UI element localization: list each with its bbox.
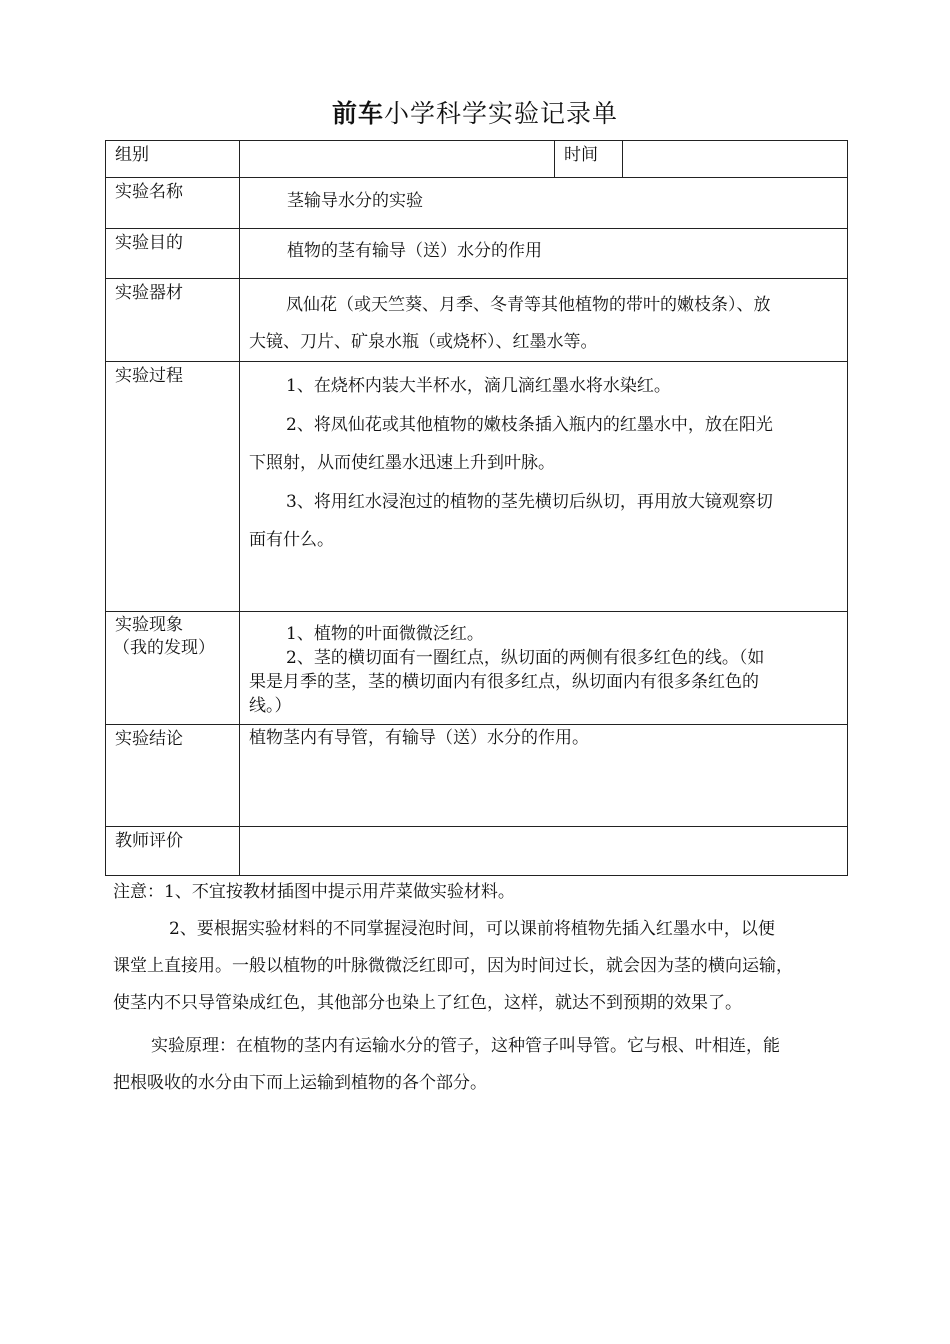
group-value[interactable] [240, 141, 555, 178]
process-step-3-cont: 面有什么。 [249, 530, 334, 550]
row-purpose [106, 229, 848, 279]
purpose-label: 实验目的 [115, 233, 183, 253]
materials-line-1: 凤仙花（或天竺葵、月季、冬青等其他植物的带叶的嫩枝条）、放 [286, 295, 771, 315]
principle-block [113, 1028, 858, 1102]
phenomena-sublabel: （我的发现） [113, 638, 215, 658]
principle-line-2: 把根吸收的水分由下而上运输到植物的各个部分。 [113, 1073, 487, 1093]
time-value[interactable] [623, 141, 848, 178]
note-1: 注意：1、不宜按教材插图中提示用芹菜做实验材料。 [113, 882, 515, 902]
row-teacher [106, 827, 848, 876]
materials-line-2: 大镜、刀片、矿泉水瓶（或烧杯）、红墨水等。 [249, 332, 598, 352]
row-name [106, 178, 848, 229]
process-step-2: 2、将凤仙花或其他植物的嫩枝条插入瓶内的红墨水中，放在阳光 [286, 414, 773, 435]
process-step-1: 1、在烧杯内装大半杯水，滴几滴红墨水将水染红。 [286, 376, 671, 396]
note-2-end: 使茎内不只导管染成红色，其他部分也染上了红色，这样，就达不到预期的效果了。 [113, 993, 742, 1013]
conclusion-label: 实验结论 [115, 729, 183, 749]
title-school-name: 前车 [331, 99, 384, 128]
phenomena-item-2-cont: 果是月季的茎，茎的横切面内有很多红点，纵切面内有很多条红色的 [249, 672, 759, 692]
notes-block [113, 874, 858, 1022]
page-title [0, 94, 950, 130]
note-2-cont: 课堂上直接用。一般以植物的叶脉微微泛红即可，因为时间过长，就会因为茎的横向运输， [113, 956, 793, 976]
materials-label: 实验器材 [115, 283, 183, 303]
name-value: 茎输导水分的实验 [287, 191, 423, 211]
record-table [105, 140, 848, 876]
row-materials [106, 279, 848, 362]
phenomena-item-1: 1、植物的叶面微微泛红。 [286, 624, 484, 644]
group-label: 组别 [115, 145, 149, 165]
row-process [106, 362, 848, 612]
teacher-label: 教师评价 [115, 831, 183, 851]
purpose-value: 植物的茎有输导（送）水分的作用 [287, 241, 542, 261]
process-step-3: 3、将用红水浸泡过的植物的茎先横切后纵切，再用放大镜观察切 [286, 491, 773, 512]
row-group [106, 141, 848, 178]
conclusion-value: 植物茎内有导管，有输导（送）水分的作用。 [249, 728, 589, 748]
row-conclusion [106, 725, 848, 827]
phenomena-item-2-end: 线。） [249, 696, 292, 716]
phenomena-item-2: 2、茎的横切面有一圈红点，纵切面的两侧有很多红色的线。（如 [286, 648, 765, 668]
time-label: 时间 [564, 145, 598, 165]
principle-line-1: 实验原理：在植物的茎内有运输水分的管子，这种管子叫导管。它与根、叶相连，能 [151, 1036, 780, 1056]
row-phenomena [106, 612, 848, 725]
teacher-value[interactable] [240, 827, 848, 876]
phenomena-label: 实验现象 [115, 615, 183, 635]
process-label: 实验过程 [115, 366, 183, 386]
note-2: 2、要根据实验材料的不同掌握浸泡时间，可以课前将植物先插入红墨水中，以便 [169, 919, 775, 939]
process-step-2-cont: 下照射，从而使红墨水迅速上升到叶脉。 [249, 453, 555, 473]
title-text: 小学科学实验记录单 [384, 99, 619, 128]
name-label: 实验名称 [115, 182, 183, 202]
